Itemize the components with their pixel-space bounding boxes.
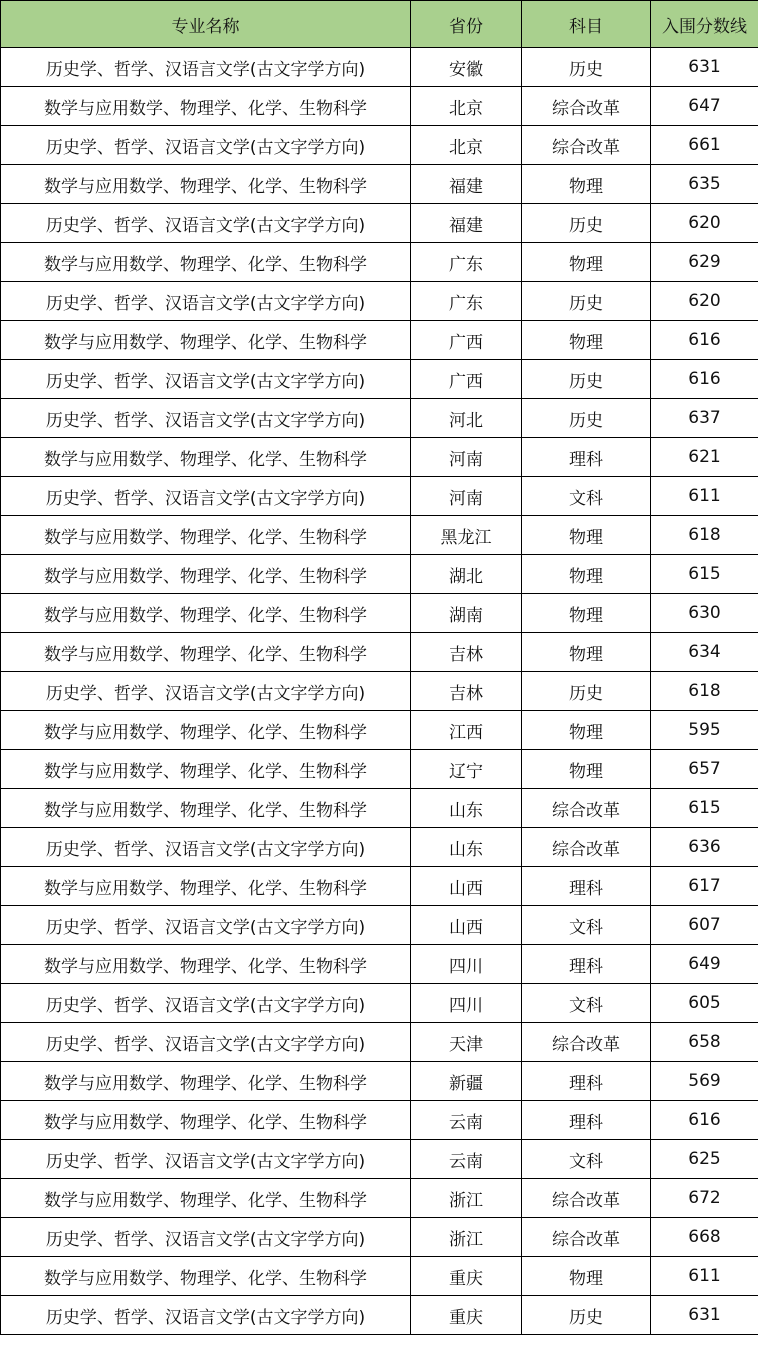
table-row (1, 633, 758, 672)
cell-score: 607 (651, 906, 758, 945)
cell-province: 福建 (411, 204, 522, 243)
table-row (1, 282, 758, 321)
cell-major: 历史学、哲学、汉语言文学(古文字学方向) (1, 828, 411, 867)
cell-major: 历史学、哲学、汉语言文学(古文字学方向) (1, 1296, 411, 1335)
cell-score: 629 (651, 243, 758, 282)
cell-major: 历史学、哲学、汉语言文学(古文字学方向) (1, 1218, 411, 1257)
cell-province: 四川 (411, 945, 522, 984)
cell-score: 618 (651, 516, 758, 555)
header-province: 省份 (411, 1, 522, 48)
cell-province: 安徽 (411, 48, 522, 87)
cell-score: 657 (651, 750, 758, 789)
table-row (1, 1023, 758, 1062)
cell-subject: 物理 (522, 594, 651, 633)
header-subject: 科目 (522, 1, 651, 48)
cell-major: 数学与应用数学、物理学、化学、生物科学 (1, 1257, 411, 1296)
cell-score: 635 (651, 165, 758, 204)
table-row (1, 477, 758, 516)
cell-province: 辽宁 (411, 750, 522, 789)
cell-score: 647 (651, 87, 758, 126)
cell-score: 616 (651, 1101, 758, 1140)
cell-major: 数学与应用数学、物理学、化学、生物科学 (1, 243, 411, 282)
cell-major: 历史学、哲学、汉语言文学(古文字学方向) (1, 360, 411, 399)
cell-major: 数学与应用数学、物理学、化学、生物科学 (1, 867, 411, 906)
cell-province: 云南 (411, 1101, 522, 1140)
cell-major: 数学与应用数学、物理学、化学、生物科学 (1, 87, 411, 126)
cell-subject: 文科 (522, 1140, 651, 1179)
cell-score: 668 (651, 1218, 758, 1257)
cell-subject: 历史 (522, 204, 651, 243)
cell-province: 山西 (411, 906, 522, 945)
cell-subject: 综合改革 (522, 789, 651, 828)
cell-score: 611 (651, 477, 758, 516)
cell-score: 621 (651, 438, 758, 477)
cell-major: 数学与应用数学、物理学、化学、生物科学 (1, 945, 411, 984)
cell-province: 重庆 (411, 1257, 522, 1296)
table-row (1, 555, 758, 594)
table-row (1, 789, 758, 828)
cell-province: 山东 (411, 828, 522, 867)
cell-score: 637 (651, 399, 758, 438)
cell-major: 数学与应用数学、物理学、化学、生物科学 (1, 750, 411, 789)
cell-province: 新疆 (411, 1062, 522, 1101)
table-body (1, 48, 758, 1335)
cell-major: 历史学、哲学、汉语言文学(古文字学方向) (1, 477, 411, 516)
cell-subject: 历史 (522, 360, 651, 399)
cell-subject: 综合改革 (522, 828, 651, 867)
cell-score: 658 (651, 1023, 758, 1062)
table-row (1, 165, 758, 204)
cell-subject: 理科 (522, 867, 651, 906)
cell-province: 浙江 (411, 1179, 522, 1218)
cell-subject: 物理 (522, 516, 651, 555)
table-row (1, 906, 758, 945)
cell-subject: 物理 (522, 633, 651, 672)
cell-subject: 文科 (522, 984, 651, 1023)
cell-subject: 理科 (522, 1062, 651, 1101)
cell-province: 广西 (411, 360, 522, 399)
cell-major: 历史学、哲学、汉语言文学(古文字学方向) (1, 906, 411, 945)
cell-score: 605 (651, 984, 758, 1023)
cell-score: 661 (651, 126, 758, 165)
table-row (1, 711, 758, 750)
cell-subject: 历史 (522, 399, 651, 438)
cell-major: 数学与应用数学、物理学、化学、生物科学 (1, 594, 411, 633)
cell-major: 数学与应用数学、物理学、化学、生物科学 (1, 321, 411, 360)
cell-major: 数学与应用数学、物理学、化学、生物科学 (1, 165, 411, 204)
cell-major: 数学与应用数学、物理学、化学、生物科学 (1, 633, 411, 672)
cell-province: 北京 (411, 126, 522, 165)
cell-province: 吉林 (411, 633, 522, 672)
table-row (1, 867, 758, 906)
cell-subject: 理科 (522, 438, 651, 477)
table-row (1, 1101, 758, 1140)
table-row (1, 399, 758, 438)
cell-major: 历史学、哲学、汉语言文学(古文字学方向) (1, 282, 411, 321)
cell-province: 吉林 (411, 672, 522, 711)
cell-province: 四川 (411, 984, 522, 1023)
table-row (1, 516, 758, 555)
header-major: 专业名称 (1, 1, 411, 48)
table-row (1, 243, 758, 282)
cell-subject: 物理 (522, 321, 651, 360)
table-row (1, 1140, 758, 1179)
table-row (1, 750, 758, 789)
cell-major: 数学与应用数学、物理学、化学、生物科学 (1, 711, 411, 750)
cell-major: 历史学、哲学、汉语言文学(古文字学方向) (1, 984, 411, 1023)
table-row (1, 126, 758, 165)
cell-province: 河南 (411, 438, 522, 477)
cell-subject: 物理 (522, 555, 651, 594)
cell-score: 620 (651, 282, 758, 321)
cell-score: 630 (651, 594, 758, 633)
cell-province: 天津 (411, 1023, 522, 1062)
cell-subject: 历史 (522, 48, 651, 87)
cell-subject: 综合改革 (522, 1023, 651, 1062)
cell-major: 数学与应用数学、物理学、化学、生物科学 (1, 1101, 411, 1140)
cell-province: 江西 (411, 711, 522, 750)
table-row (1, 828, 758, 867)
cell-subject: 物理 (522, 165, 651, 204)
cell-score: 636 (651, 828, 758, 867)
cell-major: 历史学、哲学、汉语言文学(古文字学方向) (1, 1023, 411, 1062)
table-row (1, 1296, 758, 1335)
cell-province: 湖南 (411, 594, 522, 633)
cell-province: 重庆 (411, 1296, 522, 1335)
table-row (1, 321, 758, 360)
table-row (1, 1062, 758, 1101)
cell-score: 595 (651, 711, 758, 750)
cell-major: 数学与应用数学、物理学、化学、生物科学 (1, 516, 411, 555)
cell-major: 数学与应用数学、物理学、化学、生物科学 (1, 555, 411, 594)
cell-score: 620 (651, 204, 758, 243)
cell-subject: 历史 (522, 282, 651, 321)
cell-major: 数学与应用数学、物理学、化学、生物科学 (1, 438, 411, 477)
cell-score: 615 (651, 789, 758, 828)
table-row (1, 984, 758, 1023)
cell-subject: 综合改革 (522, 126, 651, 165)
cell-subject: 文科 (522, 906, 651, 945)
table-row (1, 1257, 758, 1296)
cell-subject: 文科 (522, 477, 651, 516)
cell-score: 625 (651, 1140, 758, 1179)
cell-score: 617 (651, 867, 758, 906)
cell-province: 福建 (411, 165, 522, 204)
cell-province: 山东 (411, 789, 522, 828)
cell-score: 672 (651, 1179, 758, 1218)
cell-subject: 综合改革 (522, 1179, 651, 1218)
table-row (1, 438, 758, 477)
table-row (1, 945, 758, 984)
cell-subject: 物理 (522, 243, 651, 282)
cell-province: 河南 (411, 477, 522, 516)
cell-province: 黑龙江 (411, 516, 522, 555)
cell-major: 数学与应用数学、物理学、化学、生物科学 (1, 1179, 411, 1218)
cell-province: 北京 (411, 87, 522, 126)
cell-major: 历史学、哲学、汉语言文学(古文字学方向) (1, 1140, 411, 1179)
cell-province: 广西 (411, 321, 522, 360)
cell-subject: 历史 (522, 672, 651, 711)
table-row (1, 1179, 758, 1218)
cell-subject: 理科 (522, 945, 651, 984)
header-row (1, 1, 758, 48)
table-row (1, 87, 758, 126)
cell-province: 广东 (411, 243, 522, 282)
cell-subject: 物理 (522, 750, 651, 789)
cell-score: 569 (651, 1062, 758, 1101)
cell-score: 649 (651, 945, 758, 984)
table-row (1, 204, 758, 243)
table-row (1, 1218, 758, 1257)
cell-score: 618 (651, 672, 758, 711)
cell-major: 数学与应用数学、物理学、化学、生物科学 (1, 1062, 411, 1101)
cell-subject: 历史 (522, 1296, 651, 1335)
cell-major: 历史学、哲学、汉语言文学(古文字学方向) (1, 399, 411, 438)
table-row (1, 672, 758, 711)
cell-score: 631 (651, 1296, 758, 1335)
cell-score: 615 (651, 555, 758, 594)
cell-province: 湖北 (411, 555, 522, 594)
cell-major: 历史学、哲学、汉语言文学(古文字学方向) (1, 204, 411, 243)
cell-subject: 物理 (522, 1257, 651, 1296)
cell-subject: 物理 (522, 711, 651, 750)
cell-province: 广东 (411, 282, 522, 321)
cell-score: 634 (651, 633, 758, 672)
cell-score: 631 (651, 48, 758, 87)
cell-score: 611 (651, 1257, 758, 1296)
table-row (1, 360, 758, 399)
cell-subject: 综合改革 (522, 87, 651, 126)
cell-major: 历史学、哲学、汉语言文学(古文字学方向) (1, 672, 411, 711)
cell-subject: 理科 (522, 1101, 651, 1140)
table-row (1, 48, 758, 87)
cell-province: 云南 (411, 1140, 522, 1179)
cell-province: 山西 (411, 867, 522, 906)
cell-subject: 综合改革 (522, 1218, 651, 1257)
cell-score: 616 (651, 321, 758, 360)
cell-major: 数学与应用数学、物理学、化学、生物科学 (1, 789, 411, 828)
header-score: 入围分数线 (651, 1, 758, 48)
table-header (1, 1, 758, 48)
table-row (1, 594, 758, 633)
cell-province: 浙江 (411, 1218, 522, 1257)
cell-major: 历史学、哲学、汉语言文学(古文字学方向) (1, 126, 411, 165)
cell-score: 616 (651, 360, 758, 399)
cell-province: 河北 (411, 399, 522, 438)
cell-major: 历史学、哲学、汉语言文学(古文字学方向) (1, 48, 411, 87)
